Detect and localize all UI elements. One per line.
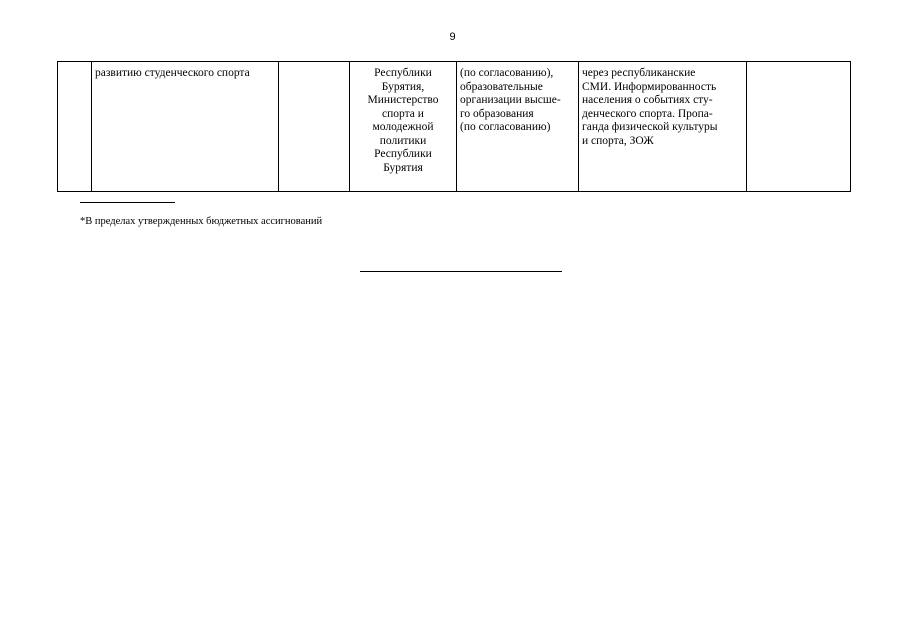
document-end-divider (360, 271, 562, 272)
participants-cell (457, 62, 579, 192)
cell-line: населения о событиях сту- (582, 94, 713, 106)
event-name-cell: развитию студенческого спорта (92, 62, 279, 192)
cell-line: Бурятия, (381, 80, 425, 93)
cell-line: Республики (374, 67, 432, 79)
cell-line: молодежной (372, 121, 434, 133)
cell-line: го образования (460, 107, 534, 120)
footnote-divider (80, 202, 175, 203)
cell-line: (по согласованию) (460, 121, 551, 133)
cell-line: ганда физической культуры (582, 121, 718, 133)
cell-line: Бурятия (383, 161, 423, 174)
row-number-cell (58, 62, 92, 192)
responsible-cell (350, 62, 457, 192)
cell-line: Министерство (367, 94, 439, 106)
cell-line: СМИ. Информированность (582, 80, 717, 93)
cell-line: (по согласованию), (460, 67, 554, 79)
deadline-cell (279, 62, 350, 192)
funding-cell (747, 62, 851, 192)
cell-line: образовательные (460, 80, 543, 93)
page-number: 9 (449, 31, 456, 43)
cell-line: организации высше- (460, 94, 561, 106)
expected-result-cell (579, 62, 747, 192)
cell-line: денческого спорта. Пропа- (582, 107, 713, 120)
footnote-text: *В пределах утвержденных бюджетных ассигнований (80, 216, 323, 227)
cell-line: через республиканские (582, 67, 696, 79)
cell-line: спорта и (382, 107, 424, 120)
table-row (58, 62, 851, 192)
cell-line: Республики (374, 148, 432, 160)
cell-line: политики (379, 134, 427, 147)
cell-line: и спорта, ЗОЖ (582, 134, 654, 147)
plan-table (57, 61, 851, 192)
